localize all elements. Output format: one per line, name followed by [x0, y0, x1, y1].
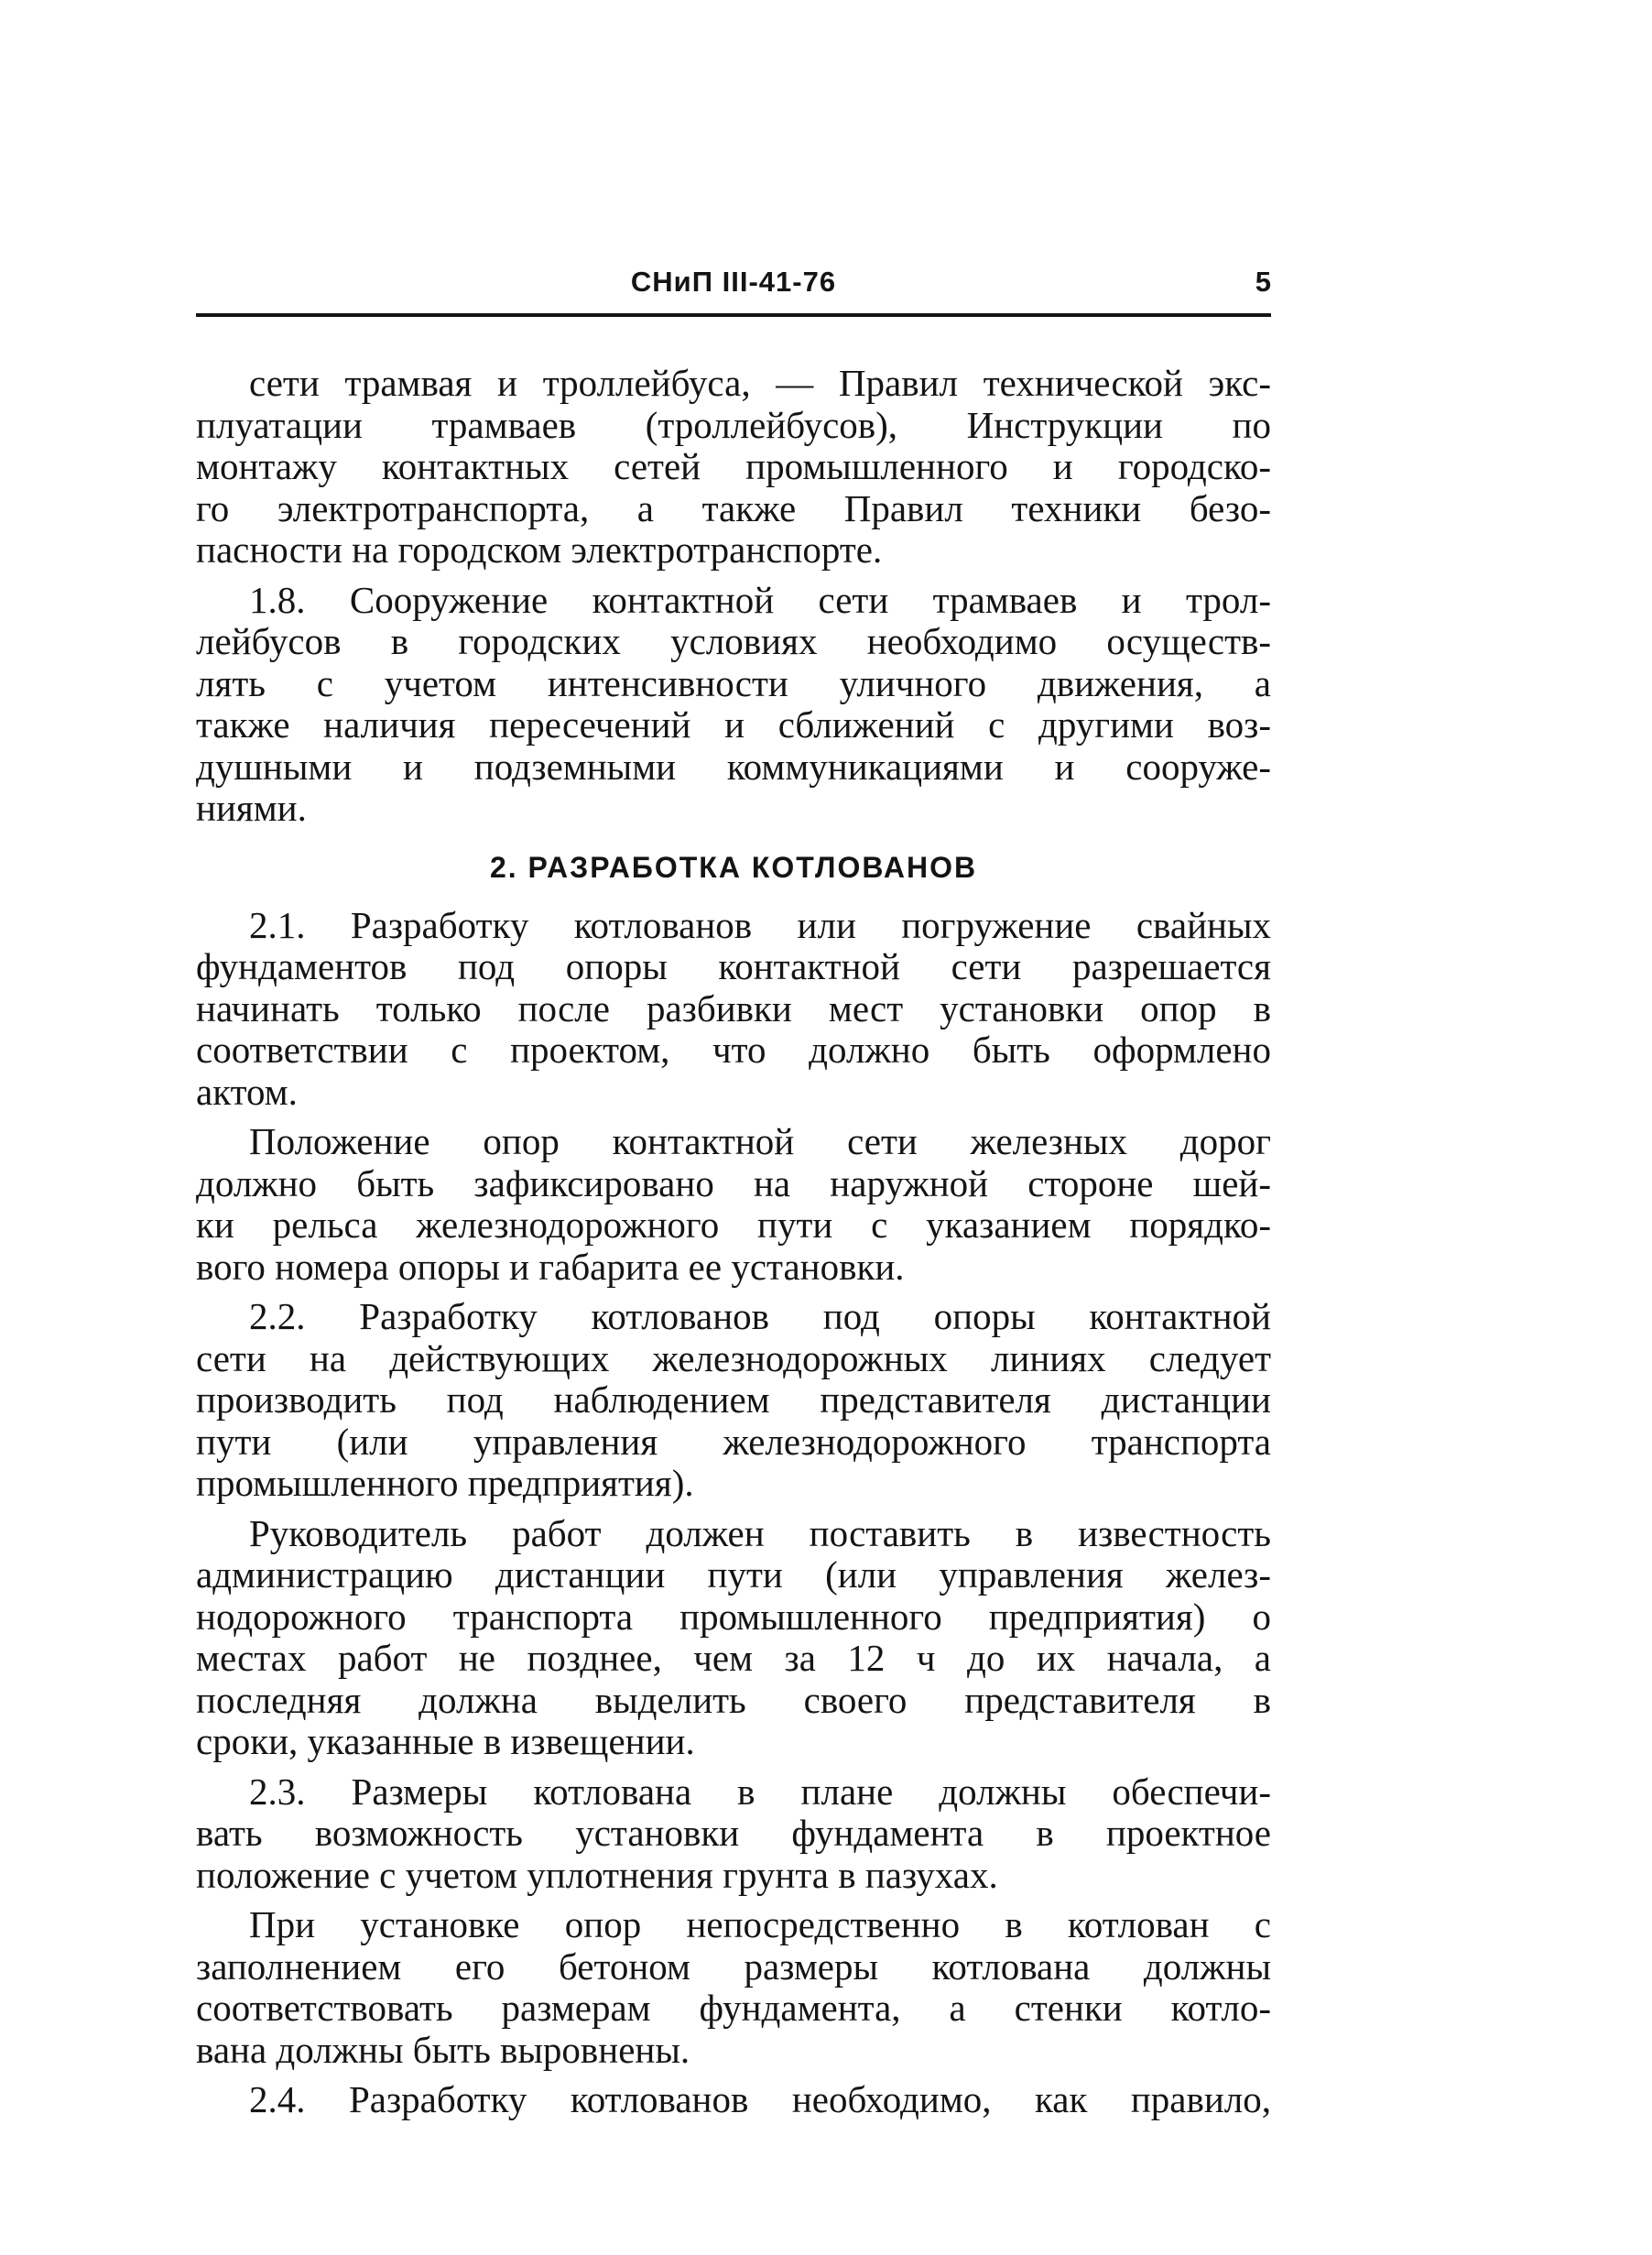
- text-line: При установке опор непосредственно в котлован с: [249, 1903, 1271, 1945]
- text-line: лять с учетом интенсивности уличного движения, а: [196, 661, 1271, 704]
- text-line: администрацию дистанции пути (или управления желез-: [196, 1553, 1271, 1596]
- text-line: также наличия пересечений и сближений с другими воз-: [196, 703, 1271, 746]
- text-line: производить под наблюдением представителя дистанции: [196, 1378, 1271, 1421]
- text-line: лейбусов в городских условиях необходимо осуществ-: [196, 620, 1271, 662]
- text-line: го электротранспорта, а также Правил техники безо-: [196, 486, 1271, 529]
- text-line: местах работ не позднее, чем за 12 ч до их начала, а: [196, 1637, 1271, 1679]
- text-line: сроки, указанные в извещении.: [196, 1720, 695, 1762]
- paragraph: [196, 905, 1271, 1114]
- text-line: пасности на городском электротранспорте.: [196, 528, 883, 571]
- text-line: 2.1. Разработку котлованов или погружение свайных: [249, 903, 1271, 946]
- text-line: 2.2. Разработку котлованов под опоры контактной: [249, 1295, 1271, 1337]
- paragraph: [196, 1771, 1271, 1897]
- text-line: ниями.: [196, 787, 307, 829]
- text-line: душными и подземными коммуникациями и сооруже-: [196, 745, 1271, 788]
- paragraph: [196, 1121, 1271, 1288]
- text-line: плуатации трамваев (троллейбусов), Инструкции по: [196, 403, 1271, 446]
- running-header: [196, 266, 1271, 308]
- text-line: вать возможность установки фундамента в проектное: [196, 1812, 1271, 1854]
- text-line: соответствии с проектом, что должно быть оформлено: [196, 1029, 1271, 1071]
- text-line: промышленного предприятия).: [196, 1462, 694, 1504]
- text-line: последняя должна выделить своего представителя в: [196, 1678, 1271, 1721]
- text-line: 2.3. Размеры котлована в плане должны обеспечи-: [249, 1770, 1271, 1813]
- text-line: 2.4. Разработку котлованов необходимо, как правило,: [249, 2078, 1271, 2120]
- text-line: пути (или управления железнодорожного транспорта: [196, 1420, 1271, 1463]
- text-line: вого номера опоры и габарита ее установки.: [196, 1245, 905, 1288]
- text-line: заполнением его бетоном размеры котлована должны: [196, 1945, 1271, 1988]
- text-line: фундаментов под опоры контактной сети разрешается: [196, 945, 1271, 987]
- document-code: СНиП III-41-76: [630, 266, 837, 298]
- page-number: 5: [1255, 266, 1271, 298]
- text-line: ки рельса железнодорожного пути с указанием порядко-: [196, 1204, 1271, 1246]
- section-heading: 2. РАЗРАБОТКА КОТЛОВАНОВ: [489, 850, 978, 884]
- text-line: сети трамвая и троллейбуса, — Правил технической экс-: [249, 362, 1271, 404]
- text-line: нодорожного транспорта промышленного предприятия) о: [196, 1595, 1271, 1638]
- paragraph: [196, 363, 1271, 572]
- paragraph: [196, 580, 1271, 830]
- text-line: должно быть зафиксировано на наружной стороне шей-: [196, 1161, 1271, 1204]
- paragraph: [196, 1296, 1271, 1505]
- paragraph: [196, 1513, 1271, 1763]
- paragraph: [196, 1904, 1271, 2071]
- text-line: монтажу контактных сетей промышленного и городско-: [196, 445, 1271, 487]
- text-line: положение с учетом уплотнения грунта в пазухах.: [196, 1853, 998, 1896]
- body-text: [196, 363, 1271, 2121]
- text-line: сети на действующих железнодорожных линиях следует: [196, 1336, 1271, 1379]
- text-line: актом.: [196, 1070, 298, 1113]
- text-line: начинать только после разбивки мест установки опор в: [196, 986, 1271, 1029]
- text-line: вана должны быть выровнены.: [196, 2028, 690, 2071]
- text-line: Положение опор контактной сети железных дорог: [249, 1120, 1271, 1162]
- text-line: Руководитель работ должен поставить в известность: [249, 1511, 1271, 1554]
- paragraph: [196, 2079, 1271, 2121]
- header-rule: [196, 313, 1271, 317]
- text-line: 1.8. Сооружение контактной сети трамваев и трол-: [249, 578, 1271, 621]
- text-line: соответствовать размерам фундамента, а стенки котло-: [196, 1987, 1271, 2029]
